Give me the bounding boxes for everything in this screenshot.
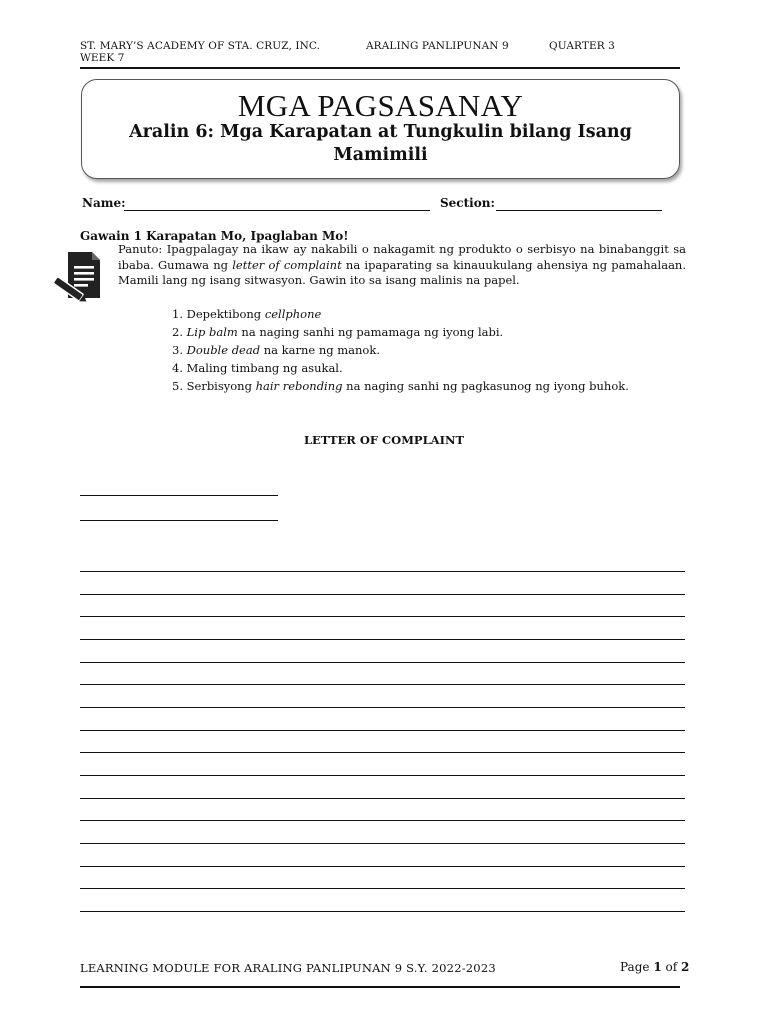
list-item: 4. Maling timbang ng asukal.: [172, 361, 343, 375]
writing-line[interactable]: [80, 616, 685, 617]
writing-line[interactable]: [80, 752, 685, 753]
name-label: Name:: [82, 196, 126, 210]
page-number: Page 1 of 2: [620, 960, 690, 974]
writing-line[interactable]: [80, 775, 685, 776]
activity-title: Gawain 1 Karapatan Mo, Ipaglaban Mo!: [80, 229, 349, 243]
footer-rule: [80, 986, 680, 988]
name-section-row: [80, 196, 680, 214]
writing-line[interactable]: [80, 571, 685, 572]
school-name: ST. MARY’S ACADEMY OF STA. CRUZ, INC.: [80, 40, 321, 52]
writing-line[interactable]: [80, 684, 685, 685]
writing-line[interactable]: [80, 662, 685, 663]
week-label: WEEK 7: [80, 52, 125, 64]
writing-line[interactable]: [80, 843, 685, 844]
footer-module-label: LEARNING MODULE FOR ARALING PANLIPUNAN 9 S.Y. 2022-2023: [80, 961, 496, 975]
quarter-label: QUARTER 3: [549, 40, 615, 52]
section-label: Section:: [440, 196, 495, 210]
name-field[interactable]: [124, 210, 430, 211]
writing-line[interactable]: [80, 707, 685, 708]
section-field[interactable]: [496, 210, 662, 211]
list-item: 5. Serbisyong hair rebonding na naging sanhi ng pagkasunog ng iyong buhok.: [172, 379, 629, 393]
list-item: 1. Depektibong cellphone: [172, 307, 322, 321]
list-item: 3. Double dead na karne ng manok.: [172, 343, 380, 357]
letter-title: LETTER OF COMPLAINT: [303, 433, 465, 447]
writing-line[interactable]: [80, 911, 685, 912]
instructions: Panuto: Ipagpalagay na ikaw ay nakabili o nakagamit ng produkto o serbisyo na binabanggit sa ibaba. Gumawa ng letter of complaint na ipaparating sa kinauukulang ahensiya ng pamahalaan. Mamili lang ng isang sitwasyon. Gawin ito sa isang malinis na papel.: [118, 242, 686, 287]
writing-line[interactable]: [80, 820, 685, 821]
title-box: [81, 79, 680, 179]
document-header: [80, 40, 680, 64]
writing-line[interactable]: [80, 798, 685, 799]
writing-line[interactable]: [80, 730, 685, 731]
heading-line[interactable]: [80, 495, 278, 496]
subject-name: ARALING PANLIPUNAN 9: [366, 40, 509, 52]
heading-line[interactable]: [80, 520, 278, 521]
writing-line[interactable]: [80, 888, 685, 889]
writing-line[interactable]: [80, 594, 685, 595]
writing-line[interactable]: [80, 866, 685, 867]
list-item: 2. Lip balm na naging sanhi ng pamamaga ng iyong labi.: [172, 325, 504, 339]
situation-list: [172, 305, 629, 395]
header-rule: [80, 67, 680, 69]
page-title: MGA PAGSASANAY: [237, 88, 524, 123]
lesson-title: Aralin 6: Mga Karapatan at Tungkulin bilang Isang Mamimili: [129, 122, 632, 165]
writing-line[interactable]: [80, 639, 685, 640]
document-pen-icon: [52, 248, 108, 304]
